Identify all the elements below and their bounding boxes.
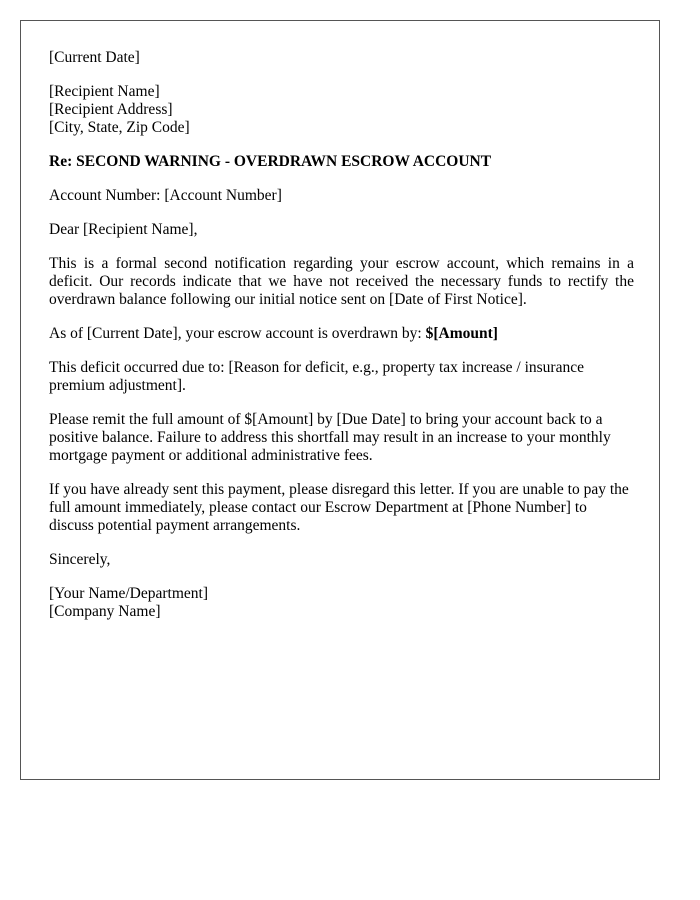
- closing: Sincerely,: [49, 551, 111, 568]
- paragraph-remit: Please remit the full amount of $[Amount] by [Due Date] to bring your account back to a positive balance. Failure to address this shortfall may result in an increase to your monthly mortgage payment or additional administrative fees.: [49, 411, 611, 464]
- letter-body: [49, 49, 634, 637]
- paragraph-notification: This is a formal second notification regarding your escrow account, which remains in a deficit. Our records indicate that we have not received the necessary funds to rectify the overdrawn balance following our initial notice sent on [Date of First Notice].: [49, 255, 634, 308]
- overdrawn-prefix: As of [Current Date], your escrow account is overdrawn by:: [49, 325, 426, 342]
- overdrawn-amount-line: [49, 325, 634, 343]
- current-date: [Current Date]: [49, 49, 140, 66]
- recipient-city-state-zip: [City, State, Zip Code]: [49, 119, 190, 136]
- signature-company: [Company Name]: [49, 603, 161, 620]
- paragraph-contact: If you have already sent this payment, please disregard this letter. If you are unable to pay the full amount immediately, please contact our Escrow Department at [Phone Number] to discuss potential payment arrangements.: [49, 481, 629, 534]
- recipient-address: [Recipient Address]: [49, 101, 173, 118]
- paragraph-deficit-reason: This deficit occurred due to: [Reason for deficit, e.g., property tax increase / insurance premium adjustment].: [49, 359, 584, 394]
- salutation: Dear [Recipient Name],: [49, 221, 198, 238]
- signature-name-department: [Your Name/Department]: [49, 585, 208, 602]
- date-line: [49, 49, 634, 67]
- overdrawn-amount: $[Amount]: [425, 325, 498, 342]
- subject-line: Re: SECOND WARNING - OVERDRAWN ESCROW ACCOUNT: [49, 153, 492, 170]
- signature-block: [49, 585, 634, 621]
- letter-page: [20, 20, 660, 780]
- account-number-line: Account Number: [Account Number]: [49, 187, 282, 204]
- recipient-address-block: [49, 83, 634, 137]
- recipient-name: [Recipient Name]: [49, 83, 160, 100]
